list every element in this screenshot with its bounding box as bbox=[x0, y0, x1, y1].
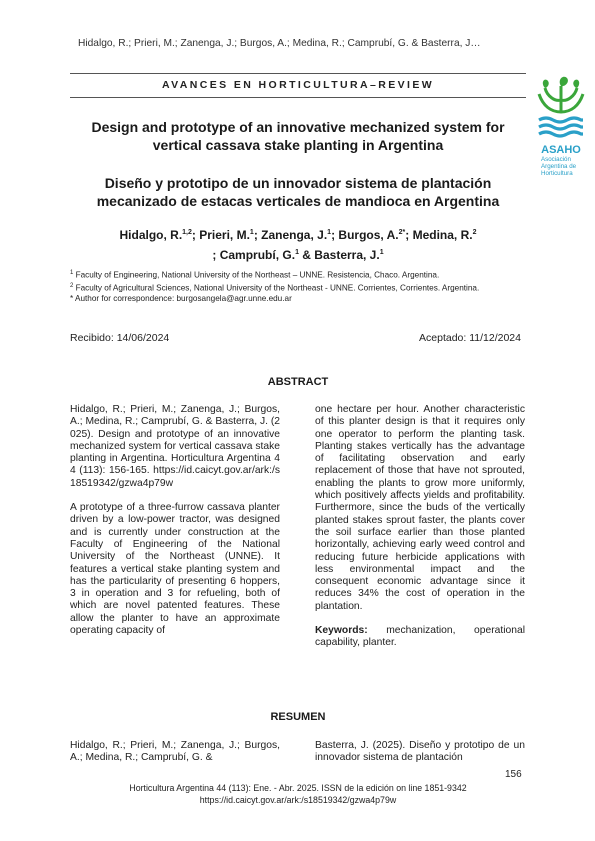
resumen-citation-left: Hidalgo, R.; Prieri, M.; Zanenga, J.; Burgos, A.; Medina, R.; Camprubí, G. & bbox=[70, 740, 280, 764]
affiliation-2: $^2$ Faculty of Agricultural Sciences, National University of the Northeast - UNNE. Corrientes, Corrientes. Argentina. bbox=[70, 282, 480, 293]
footer bbox=[70, 782, 526, 806]
title-spanish: Diseño y prototipo de un innovador sistema de plantación mecanizado de estacas verticales de mandioca en Argentina bbox=[96, 175, 500, 209]
abstract-right-column bbox=[315, 404, 525, 662]
affiliations bbox=[70, 268, 526, 304]
abstract-heading: ABSTRACT bbox=[267, 376, 329, 388]
logo-name: ASAHO bbox=[541, 144, 581, 156]
asaho-logo bbox=[533, 72, 589, 177]
keywords-label: Keywords: bbox=[315, 625, 368, 637]
logo-subtitle-1: Asociación bbox=[541, 156, 571, 163]
resumen-heading: RESUMEN bbox=[270, 711, 326, 723]
correspondence-note: * Author for correspondence: burgosangela@agr.unne.edu.ar bbox=[70, 294, 292, 304]
footer-link[interactable]: https://id.caicyt.gov.ar/ark:/s18519342/gzwa4p79w bbox=[199, 795, 397, 805]
abstract-body-right: one hectare per hour. Another characteristic of this planter design is that it requires only one operator to perform the planting task. Planting stakes vertically has the advantage of facilitating observation and early replacement of those that have not sprouted, enabling the plants to grow more uniformly, which positively affects yields and profitability. Furthermore, since the buds of the vertically planted stakes sprout faster, the plants cover the soil surface earlier than those planted horizontally, achieving early weed control and reducing future herbicide applications with less environmental impact and the consequent economic advantage since it reduces 34% the cost of operation in the plantation. bbox=[315, 404, 525, 612]
author-name: ; Zanenga, J. bbox=[253, 228, 328, 242]
author-sup: 1 bbox=[249, 229, 254, 236]
author-name: ; Medina, R. bbox=[405, 228, 473, 242]
abstract-left-column bbox=[70, 404, 280, 649]
abstract-body-left: A prototype of a three-furrow cassava planter driven by a low-power tractor, was designed and is currently under construction at the Faculty of Engineering of the National University of the Northeast (UNNE). It features a vertical stake planting system and has the particularity of presenting 6 hoppers, 3 in operation and 3 for refueling, both of which are novel patented features. These allow the planter to have an approximate operating capacity of bbox=[70, 502, 280, 637]
accepted-date: Aceptado: 11/12/2024 bbox=[419, 332, 521, 344]
logo-subtitle-3: Horticultura bbox=[541, 170, 573, 177]
keywords-text: mechanization, operational capability, planter. bbox=[315, 625, 525, 649]
resumen-citation-right: Basterra, J. (2025). Diseño y prototipo de un innovador sistema de plantación bbox=[315, 740, 525, 764]
author-name: ; Camprubí, G. bbox=[212, 248, 296, 262]
author-name: ; Burgos, A. bbox=[331, 228, 399, 242]
footer-journal: Horticultura Argentina 44 (113): Ene. - Abr. 2025. ISSN de la edición on line 1851-9342 bbox=[129, 783, 467, 793]
author-sup: 2* bbox=[398, 229, 406, 236]
page-number: 156 bbox=[505, 769, 522, 780]
abstract-citation: Hidalgo, R.; Prieri, M.; Zanenga, J.; Burgos, A.; Medina, R.; Camprubí, G. & Basterra, J. (2025). Design and prototype of an innovative mechanized system for vertical cassava stake planting in Argentina. Horticultura Argentina 44 (113): 156-165. https://id.caicyt.gov.ar/ark:/s18519342/gzwa4p79w bbox=[70, 404, 281, 489]
dates-row bbox=[70, 332, 521, 344]
keywords bbox=[315, 625, 525, 650]
top-rule bbox=[70, 73, 526, 74]
author-sup: 1,2 bbox=[182, 229, 192, 236]
author-name: Hidalgo, R. bbox=[119, 228, 183, 242]
author-sup: 1 bbox=[295, 249, 299, 256]
asaho-logo-icon bbox=[533, 72, 589, 138]
section-banner: AVANCES EN HORTICULTURA–REVIEW bbox=[161, 79, 435, 91]
title-english: Design and prototype of an innovative mechanized system for vertical cassava stake planting in Argentina bbox=[91, 119, 505, 153]
logo-subtitle-2: Argentina de bbox=[541, 163, 577, 170]
author-sup: 1 bbox=[379, 249, 384, 256]
running-head: Hidalgo, R.; Prieri, M.; Zanenga, J.; Burgos, A.; Medina, R.; Camprubí, G. & Basterra, J… bbox=[78, 38, 481, 49]
affiliation-1: $^1$ Faculty of Engineering, National University of the Northeast – UNNE. Resistencia, Chaco. Argentina. bbox=[70, 270, 440, 280]
received-date: Recibido: 14/06/2024 bbox=[70, 332, 170, 344]
author-list bbox=[80, 224, 516, 264]
author-name: & Basterra, J. bbox=[298, 248, 380, 262]
bottom-rule bbox=[70, 97, 526, 98]
author-sup: 2 bbox=[472, 229, 477, 236]
author-name: ; Prieri, M. bbox=[191, 228, 250, 242]
author-sup: 1 bbox=[327, 229, 332, 236]
